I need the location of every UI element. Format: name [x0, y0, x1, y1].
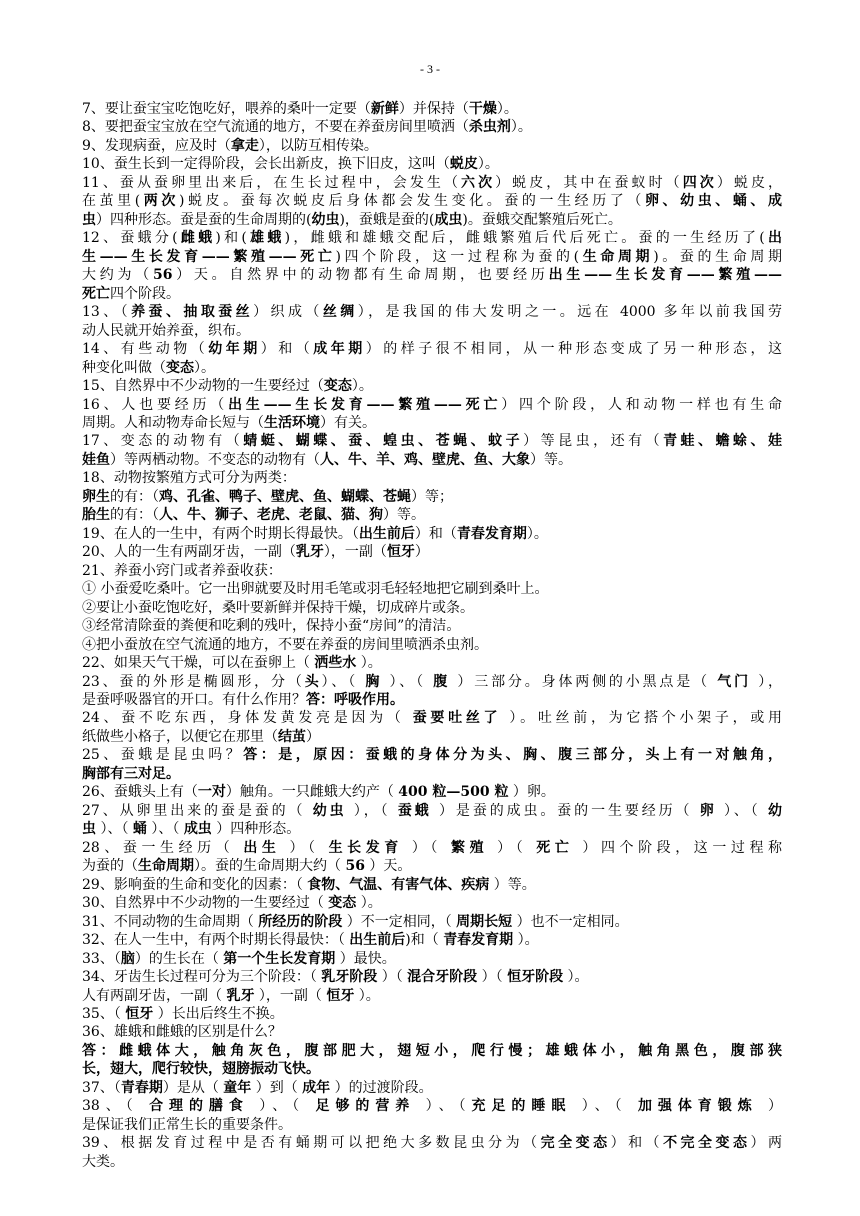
text-segment: 38、（ [82, 1098, 150, 1115]
text-segment: 12、蚕蛾分( [82, 230, 178, 247]
answer-text: 周期长短 [456, 913, 513, 930]
text-segment: ③经常清除蚕的粪便和吃剩的残叶，保持小蚕“房间”的清洁。 [82, 618, 461, 635]
text-segment: ）并保持（ [398, 101, 469, 117]
answer-text: 出生前后 [349, 932, 406, 949]
text-line [82, 1116, 782, 1134]
text-segment: ②要让小蚕吃饱吃好，桑叶要新鲜并保持干燥，切成碎片或条。 [82, 599, 474, 616]
text-segment: ）、（ [321, 673, 366, 690]
answer-text: 混合牙阶段 [407, 969, 478, 986]
text-segment: ）。蚕的生命周期大约（ [194, 858, 346, 875]
answer-text: 幼 [768, 802, 782, 819]
text-line [82, 691, 782, 709]
text-line [82, 322, 782, 340]
answer-text: 雌蛾 [177, 230, 216, 247]
answer-text: 拿走 [230, 137, 259, 154]
text-segment: ），（ [346, 802, 398, 819]
answer-text: 四次 [682, 174, 717, 191]
answer-text: 青蛙、蟾蜍、娃 [663, 433, 782, 450]
answer-text: 长，翅大，爬行较快，翅膀振动飞快。 [82, 1061, 320, 1078]
text-segment: 动人民就开始养蚕，织布。 [82, 322, 250, 339]
text-segment: 16、人也要经历（ [82, 396, 229, 413]
text-segment: )，蚕蛾是蚕的( [339, 211, 435, 228]
answer-text: 完全变态 [540, 1135, 611, 1152]
text-line [82, 248, 782, 266]
text-line [82, 211, 782, 229]
text-segment: 22、如果天气干燥，可以在蚕卵上（ [82, 655, 315, 672]
text-segment: ）、（ [146, 821, 184, 838]
text-segment: ） [757, 1098, 782, 1115]
text-line [82, 765, 782, 783]
answer-text: 养蚕、抽取蚕丝 [131, 304, 254, 321]
text-line [82, 192, 782, 210]
text-line [82, 469, 782, 487]
text-line [82, 746, 782, 764]
text-segment: )和( [215, 230, 247, 247]
answer-text: 卵 [699, 802, 717, 819]
text-segment: 25、蚕蛾是昆虫吗？ [82, 747, 244, 764]
text-segment: ）的样子很不相同，从一种形态变成了另一种形态，这 [365, 341, 782, 358]
text-segment: ）和（ [610, 1135, 664, 1152]
text-segment: ）不一定相同，（ [342, 913, 457, 930]
text-line [82, 802, 782, 820]
answer-text: 童年 [223, 1079, 252, 1096]
text-segment: 31、不同动物的生命周期（ [82, 913, 259, 930]
text-segment: ）。吐丝前，为它搭个小架子，或用 [501, 710, 782, 727]
answer-text: 足够的营养 [315, 1098, 416, 1115]
text-line [82, 1060, 782, 1078]
text-line [82, 1153, 782, 1171]
answer-text: 幼年期 [208, 341, 261, 358]
text-segment: ），一副（ [323, 544, 387, 561]
text-segment: ）（ [280, 839, 329, 856]
answer-text: 成年期 [313, 341, 366, 358]
answer-text: 洒些水 [314, 655, 357, 672]
text-segment: 21、养蚕小窍门或者养蚕收获： [82, 562, 282, 579]
answer-text: 胸部有三对足。 [82, 765, 180, 782]
text-segment: ）等。 [489, 876, 536, 893]
text-segment: ）四个阶段，这一过程称 [573, 839, 782, 856]
answer-text: 出生前后 [358, 525, 415, 542]
text-segment: ）、（ [571, 1098, 638, 1115]
text-segment: ）两 [750, 1135, 782, 1152]
text-segment: 29、影响蚕的生命和变化的因素：（ [82, 876, 308, 893]
text-segment: 27、从卵里出来的蚕是蚕的（ [82, 802, 313, 819]
text-segment: ）织成（ [253, 304, 323, 321]
answer-text: 蜻蜓、蝴蝶、蚕、蝗虫、苍蝇、蚊子 [243, 433, 524, 450]
text-segment: ）、（ [716, 802, 769, 819]
text-segment: ）的生长在（ [134, 950, 224, 967]
text-line [82, 1097, 782, 1115]
answer-text: 人、牛、狮子、老虎、老鼠、猫、狗 [159, 507, 383, 524]
text-segment: 是保证我们正常生长的重要条件。 [82, 1116, 292, 1133]
text-segment: ）（ [488, 839, 537, 856]
text-line [82, 506, 782, 524]
text-segment: ）最快。 [335, 950, 396, 967]
text-line [82, 451, 782, 469]
text-line [82, 709, 782, 727]
text-line [82, 783, 782, 801]
text-segment: 的有：（ [110, 488, 159, 505]
text-segment: ）也不一定相同。 [512, 913, 629, 930]
answer-text: 生命周期 [579, 248, 654, 265]
text-segment: 19、在人的一生中，有两个时期长得最快。（ [82, 525, 359, 542]
text-segment: )四个阶段，这一过程称为蚕的( [335, 248, 580, 265]
text-line [82, 913, 782, 931]
text-segment: 32、在人一生中，有两个时期长得最快：（ [82, 932, 350, 949]
answer-text: 成年 [302, 1079, 331, 1096]
answer-text: 娃鱼 [82, 451, 110, 468]
text-segment: 7、要让蚕宝宝吃饱吃好，喂养的桑叶一定要（ [82, 101, 371, 117]
text-line [82, 229, 782, 247]
text-segment: ）。 [194, 359, 215, 376]
text-segment: 26、蚕蛾头上有（ [82, 784, 198, 801]
text-segment: ）， [750, 673, 782, 690]
text-segment: 33、（ [82, 950, 121, 967]
answer-text: 恒牙 [326, 987, 355, 1004]
text-line [82, 1134, 782, 1152]
text-line [82, 728, 782, 746]
answer-text: 出生——生长发育——繁殖——死亡 [228, 396, 502, 413]
text-segment: ）（ [477, 969, 508, 986]
text-segment: ） [306, 728, 320, 745]
text-line [82, 1023, 782, 1041]
page-number: - 3 - [420, 62, 440, 76]
text-segment: 15、自然界中不少动物的一生要经过（ [82, 378, 324, 395]
text-line [82, 617, 782, 635]
text-segment: 周期。人和动物寿命长短与（ [82, 414, 264, 431]
text-line [82, 377, 782, 395]
text-segment: 11、蚕从蚕卵里出来后，在生长过程中，会发生（ [82, 174, 462, 191]
answer-text: 人、牛、羊、鸡、壁虎、鱼、大象 [320, 451, 530, 468]
text-line [82, 414, 782, 432]
text-line [82, 303, 782, 321]
text-segment: 20、人的一生有两副牙齿，一副（ [82, 544, 296, 561]
text-segment: 18、动物按繁殖方式可分为两类： [82, 470, 296, 487]
text-segment: ），一副（ [254, 987, 327, 1004]
text-segment: ）四个阶段，人和动物一样也有生命 [501, 396, 782, 413]
answer-text: 成虫 [183, 821, 212, 838]
answer-text: 答：呼吸作用。 [306, 692, 404, 708]
answer-text: 胸 [365, 673, 383, 690]
answer-text: 答：是，原因：蚕蛾的身体分为头、胸、腹三部分，头上有一对触角， [243, 747, 782, 764]
answer-text: 第一个生长发育期 [223, 950, 336, 967]
answer-text: 新鲜 [370, 101, 399, 117]
text-segment: ）的过渡阶段。 [330, 1079, 433, 1096]
answer-text: 蜕皮 [449, 156, 478, 173]
text-line [82, 118, 782, 136]
answer-text: 蚕蛾 [397, 802, 432, 819]
text-segment: 13、（ [82, 304, 132, 321]
answer-text: 乳牙 [295, 544, 324, 561]
answer-text: 青春期 [120, 1079, 163, 1096]
text-line [82, 340, 782, 358]
text-segment: ）蜕皮， [716, 174, 782, 191]
answer-text: 生长发育 [328, 839, 403, 856]
answer-text: 死亡 [536, 839, 574, 856]
text-line [82, 894, 782, 912]
answer-text: 青春发育期 [443, 932, 514, 949]
text-line [82, 1042, 782, 1060]
text-line [82, 525, 782, 543]
text-segment: 8、要把蚕宝宝放在空气流通的地方，不要在养蚕房间里喷洒（ [82, 119, 469, 136]
answer-text: 生命周期 [138, 858, 194, 875]
text-line [82, 1079, 782, 1097]
answer-text: 成虫 [434, 211, 463, 228]
answer-text: 脑 [120, 950, 135, 967]
text-segment: ）、（ [382, 673, 434, 690]
answer-text: 雄蛾 [246, 230, 285, 247]
text-segment: 14、有些动物（ [82, 341, 209, 358]
text-segment: ）有关。 [320, 414, 376, 431]
text-segment: ），是我国的伟大发明之一。远在 4000 多年以前我国劳 [357, 304, 782, 321]
answer-text: 充足的睡眠 [471, 1098, 572, 1115]
answer-text: 六次 [461, 174, 496, 191]
answer-text: 胎生 [82, 507, 110, 524]
text-line [82, 654, 782, 672]
answer-text: 虫 [82, 211, 96, 228]
text-segment: ）和（ [260, 341, 314, 358]
text-line [82, 488, 782, 506]
answer-text: 出 [764, 230, 782, 247]
text-segment: 四个阶段。 [110, 285, 180, 302]
text-segment: ）（ [402, 839, 452, 856]
text-segment: 9、发现病蚕，应及时（ [82, 137, 231, 154]
text-segment: )蜕皮。蚕每次蜕皮后身体都会发生变化。蚕的一生经历了（ [178, 193, 645, 210]
answer-text: 干燥 [468, 101, 497, 117]
answer-text: 青春发育期 [456, 525, 527, 542]
text-segment: ）触角。一只雌蛾大约产（ [225, 784, 399, 801]
text-segment: ）等。 [530, 451, 572, 468]
text-segment: 纸做些小格子，以便它在那里（ [82, 728, 278, 745]
text-line [82, 174, 782, 192]
text-line [82, 100, 782, 118]
answer-text: 恒牙阶段 [507, 969, 564, 986]
answer-text: 生——生长发育——繁殖——死亡 [82, 248, 336, 265]
answer-text: 乳牙阶段 [321, 969, 378, 986]
text-segment: )和（ [405, 932, 444, 949]
answer-text: 变态 [328, 895, 357, 912]
answer-text: 蚕要吐丝了 [412, 710, 502, 727]
answer-text: 所经历的阶段 [258, 913, 343, 930]
answer-text: 56 [152, 267, 173, 284]
text-line [82, 673, 782, 691]
text-segment: ）到（ [251, 1079, 303, 1096]
text-line [82, 839, 782, 857]
text-line [82, 396, 782, 414]
text-segment: 34、牙齿生长过程可分为三个阶段：（ [82, 969, 322, 986]
answer-text: 死亡 [82, 285, 110, 302]
answer-text: 结茧 [278, 728, 306, 745]
text-line [82, 580, 782, 598]
text-segment: ），以防互相传染。 [258, 137, 378, 154]
text-line [82, 857, 782, 875]
text-segment: ） [414, 544, 429, 561]
text-line [82, 562, 782, 580]
text-segment: 在茧里( [82, 193, 141, 210]
answer-text: 一对 [197, 784, 226, 801]
answer-text: 出生——生长发育——繁殖—— [548, 267, 782, 284]
text-segment: ）蜕皮，其中在蚕蚁时（ [495, 174, 683, 191]
answer-text: 繁殖 [451, 839, 489, 856]
text-segment: 30、自然界中不少动物的一生要经过（ [82, 895, 329, 912]
text-line [82, 950, 782, 968]
text-line [82, 359, 782, 377]
text-segment: 是蚕呼吸器官的开口。有什么作用？ [82, 692, 306, 708]
text-segment: 种变化叫做（ [82, 359, 166, 376]
text-segment: ）三部分。身体两侧的小黑点是（ [450, 673, 718, 690]
text-segment: ）是从（ [162, 1079, 224, 1096]
text-segment: ）等； [411, 488, 453, 505]
text-segment: ）。 [356, 655, 382, 672]
text-line [82, 636, 782, 654]
answer-text: 丝绸 [322, 304, 358, 321]
text-segment: 28、蚕一生经历（ [82, 839, 244, 856]
text-line [82, 1005, 782, 1023]
text-segment: ① 小蚕爱吃桑叶。它一出卵就要及时用毛笔或羽毛轻轻地把它刷到桑叶上。 [82, 581, 549, 598]
answer-text: 400 粒—500 粒 [398, 784, 509, 801]
text-segment: ）长出后终生不换。 [153, 1005, 284, 1022]
text-segment: 10、蚕生长到一定得阶段，会长出新皮，换下旧皮，这叫（ [82, 156, 450, 173]
text-segment: ）、（ [415, 1098, 472, 1115]
text-line [82, 266, 782, 284]
text-segment: ）。 [496, 101, 518, 117]
text-segment: 35、（ [82, 1005, 126, 1022]
text-line [82, 968, 782, 986]
text-line [82, 599, 782, 617]
text-line [82, 285, 782, 303]
text-line [82, 432, 782, 450]
text-segment: 23、蚕的外形是椭圆形，分（ [82, 673, 305, 690]
text-line [82, 931, 782, 949]
answer-text: 杀虫剂 [468, 119, 511, 136]
text-line [82, 137, 782, 155]
answer-text: 蛹 [132, 821, 147, 838]
answer-text: 恒牙 [125, 1005, 154, 1022]
text-segment: ）天。 [364, 858, 412, 875]
answer-text: 生活环境 [264, 414, 320, 431]
text-segment: 的有：（ [110, 507, 159, 524]
text-segment: )。蚕蛾交配繁殖后死亡。 [462, 211, 622, 228]
answer-text: 虫 [82, 821, 96, 838]
text-segment: ）。 [510, 119, 532, 136]
answer-text: 加强体育锻炼 [637, 1098, 758, 1115]
answer-text: 头 [304, 673, 322, 690]
text-segment: ）四种形态。 [211, 821, 301, 838]
answer-text: 出生 [243, 839, 281, 856]
text-segment: 大约为（ [82, 267, 153, 284]
text-line [82, 876, 782, 894]
text-line [82, 987, 782, 1005]
text-segment: 为蚕的（ [82, 858, 138, 875]
answer-text: 合理的膳食 [149, 1098, 249, 1115]
document-body [82, 100, 782, 1171]
text-segment: 大类。 [82, 1153, 124, 1170]
text-segment: ）和（ [414, 525, 457, 542]
answer-text: 食物、气温、有害气体、疾病 [307, 876, 490, 893]
text-segment: ）。 [354, 987, 380, 1004]
text-segment: ）天。自然界中的动物都有生命周期，也要经历 [172, 267, 549, 284]
text-segment: ）。 [477, 156, 499, 173]
text-segment: ）（ [377, 969, 408, 986]
text-segment: )，雌蛾和雄蛾交配后，雌蛾繁殖后代后死亡。蚕的一生经历了( [284, 230, 765, 247]
text-segment: ）。 [526, 525, 548, 542]
answer-text: 卵生 [82, 488, 110, 505]
text-segment: ）卵。 [508, 784, 555, 801]
text-segment: ）等。 [383, 507, 425, 524]
text-segment: ）。 [513, 932, 539, 949]
answer-text: 卵、幼虫、蛹、成 [644, 193, 782, 210]
text-segment: 24、蚕不吃东西，身体发黄发亮是因为（ [82, 710, 413, 727]
text-segment: ④把小蚕放在空气流通的地方，不要在养蚕的房间里喷洒杀虫剂。 [82, 636, 488, 653]
answer-text: 答：雌蛾体大，触角灰色，腹部肥大，翅短小，爬行慢；雄蛾体小，触角黑色，腹部狭 [82, 1042, 782, 1059]
text-segment: 17、变态的动物有（ [82, 433, 244, 450]
text-segment: ）是蚕的成虫。蚕的一生要经历（ [431, 802, 700, 819]
text-segment: ）。 [563, 969, 589, 986]
text-segment: ）等昆虫，还有（ [523, 433, 664, 450]
text-segment: ）、（ [96, 821, 133, 838]
answer-text: 幼虫 [311, 211, 340, 228]
answer-text: 乳牙 [226, 987, 255, 1004]
text-line [82, 155, 782, 173]
answer-text: 变态 [323, 378, 352, 395]
text-segment: ）。 [351, 378, 373, 395]
answer-text: 恒牙 [386, 544, 415, 561]
answer-text: 不完全变态 [663, 1135, 751, 1152]
text-segment: ）等两栖动物。不变态的动物有（ [110, 451, 320, 468]
text-segment: 人有两副牙齿，一副（ [82, 987, 227, 1004]
text-segment: ）、（ [248, 1098, 316, 1115]
answer-text: 幼虫 [312, 802, 347, 819]
answer-text: 鸡、孔雀、鸭子、壁虎、鱼、蝴蝶、苍蝇 [159, 488, 411, 505]
answer-text: 两次 [140, 193, 179, 210]
text-segment: 37、（ [82, 1079, 121, 1096]
text-line [82, 543, 782, 561]
answer-text: 气门 [717, 673, 751, 690]
answer-text: 变态 [166, 359, 194, 376]
text-segment: ）。 [356, 895, 382, 912]
text-segment: 36、雄蛾和雌蛾的区别是什么？ [82, 1024, 282, 1041]
text-line [82, 820, 782, 838]
text-segment: 39、根据发育过程中是否有蛹期可以把绝大多数昆虫分为（ [82, 1135, 541, 1152]
answer-text: 56 [345, 858, 365, 875]
text-segment: )。蚕的生命周期 [653, 248, 782, 265]
answer-text: 腹 [433, 673, 451, 690]
text-segment: ）四种形态。蚕是蚕的生命周期的( [96, 211, 312, 228]
